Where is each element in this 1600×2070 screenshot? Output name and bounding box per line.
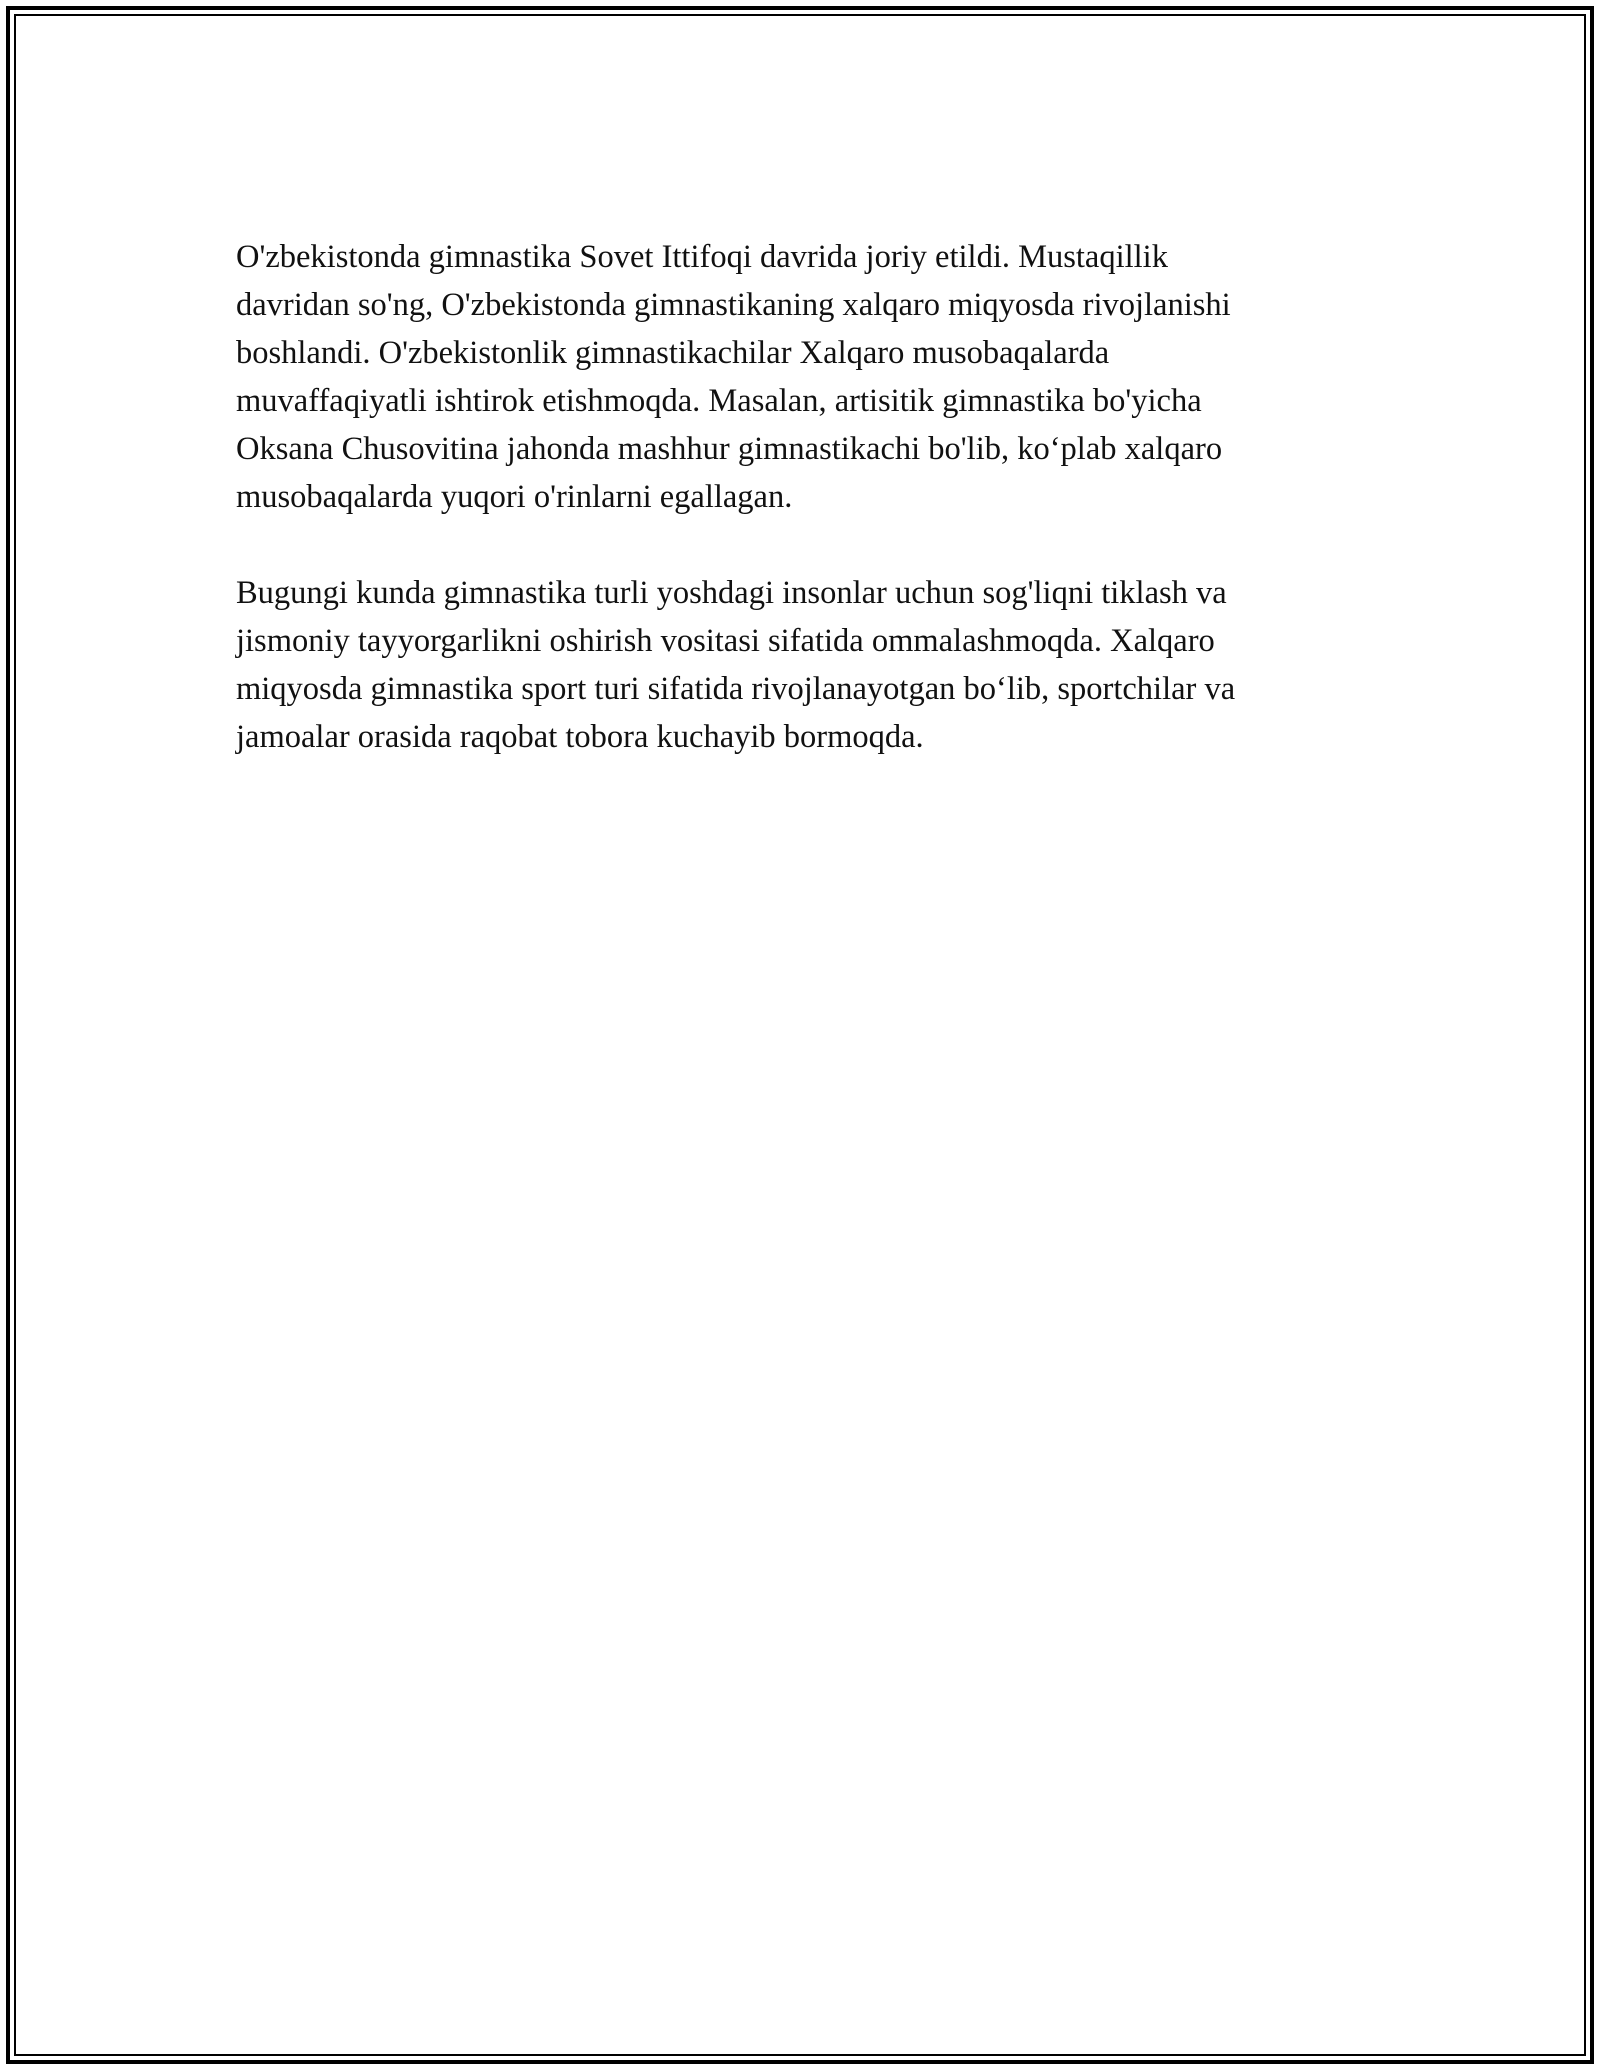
paragraph-line: O'zbekistonda gimnastika Sovet Ittifoqi davrida joriy etildi. Mustaqillik	[236, 239, 1168, 275]
paragraph-line: musobaqalarda yuqori o'rinlarni egallagan.	[236, 479, 793, 515]
paragraph-line: muvaffaqiyatli ishtirok etishmoqda. Masalan, artisitik gimnastika bo'yicha	[236, 383, 1202, 419]
paragraph-line: davridan so'ng, O'zbekistonda gimnastikaning xalqaro miqyosda rivojlanishi	[236, 287, 1231, 323]
paragraph-line: jismoniy tayyorgarlikni oshirish vositasi sifatida ommalashmoqda. Xalqaro	[236, 623, 1215, 659]
paragraph-2	[236, 569, 1406, 761]
paragraph-line: jamoalar orasida raqobat tobora kuchayib bormoqda.	[236, 719, 924, 755]
paragraph-line: boshlandi. O'zbekistonlik gimnastikachilar Xalqaro musobaqalarda	[236, 335, 1110, 371]
document-body	[236, 233, 1406, 761]
paragraph-1	[236, 233, 1406, 521]
paragraph-line: Bugungi kunda gimnastika turli yoshdagi insonlar uchun sog'liqni tiklash va	[236, 575, 1227, 611]
paragraph-line: Oksana Chusovitina jahonda mashhur gimnastikachi bo'lib, ko‘plab xalqaro	[236, 431, 1223, 467]
paragraph-line: miqyosda gimnastika sport turi sifatida rivojlanayotgan bo‘lib, sportchilar va	[236, 671, 1236, 707]
